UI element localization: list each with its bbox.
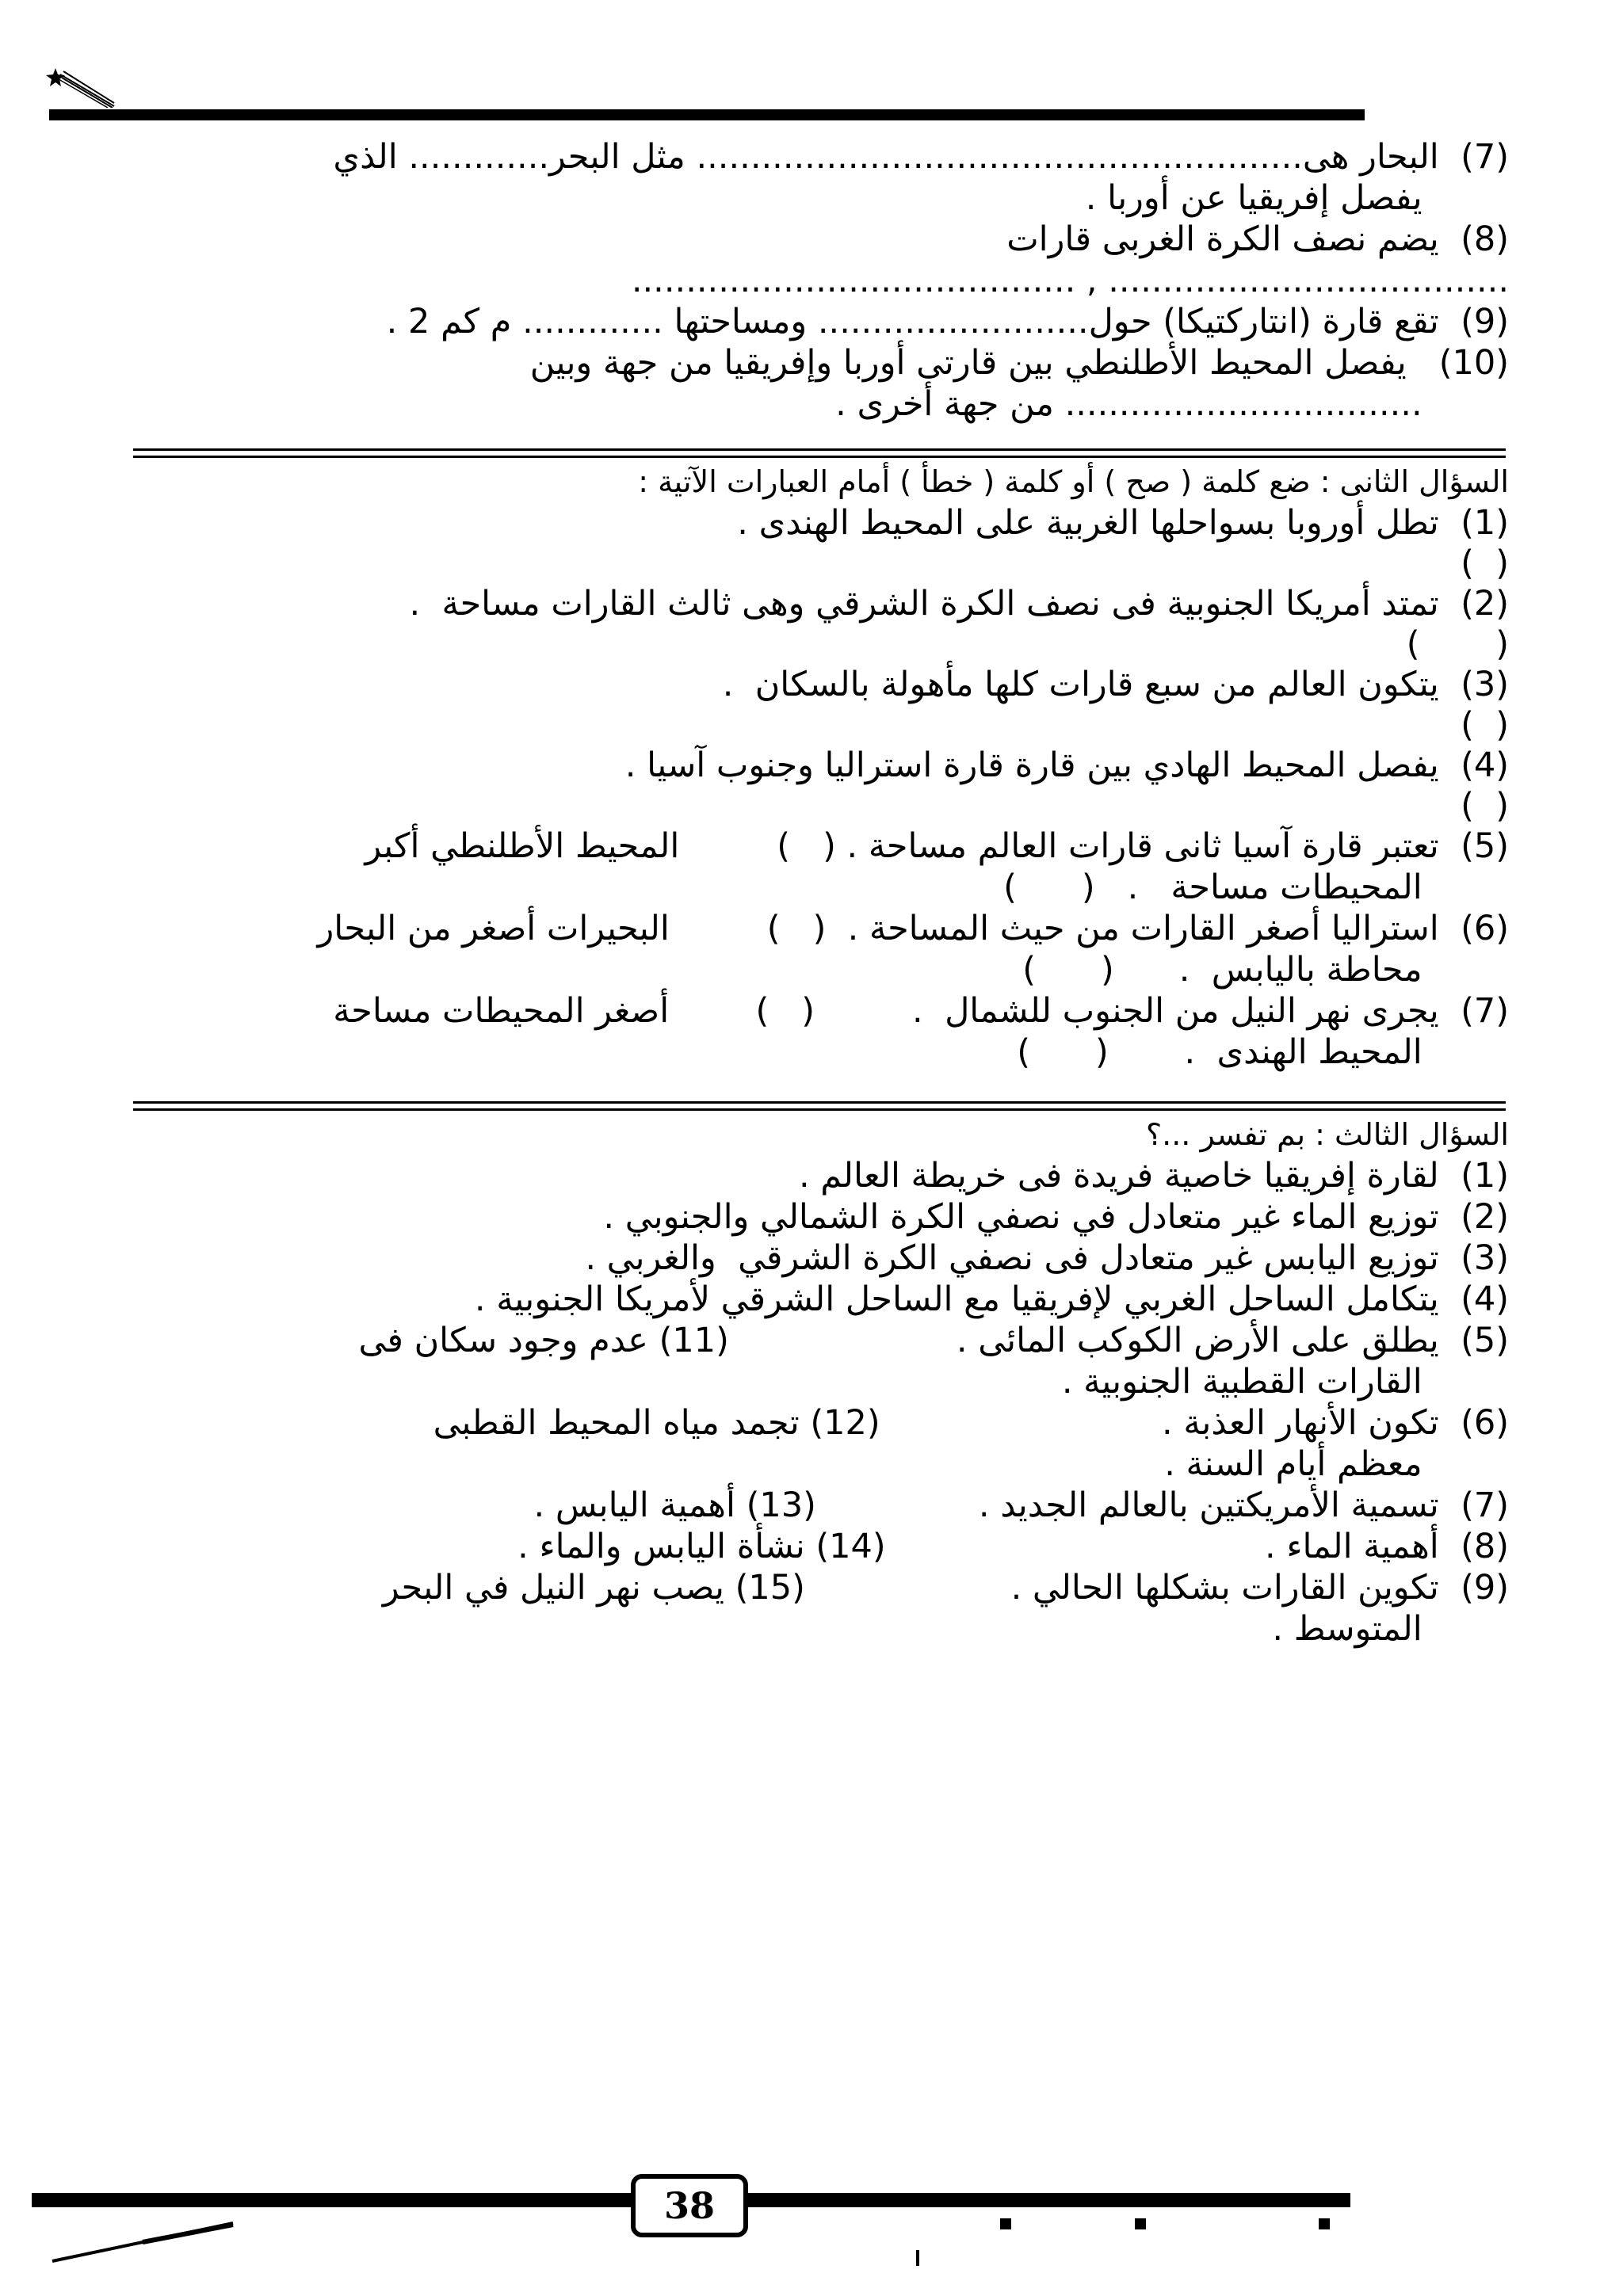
question-line: (1) لقارة إفريقيا خاصية فريدة فى خريطة العالم . <box>798 1156 1509 1196</box>
question-line: (7) يجرى نهر النيل من الجنوب للشمال . ( ) أصغر المحيطات مساحة <box>333 991 1509 1031</box>
question-line: (1) تطل أوروبا بسواحلها الغربية على المحيط الهندى . <box>737 503 1509 543</box>
decorative-dot <box>1319 2218 1330 2229</box>
section-heading: السؤال الثانى : ضع كلمة ( صح ) أو كلمة ( خطأ ) أمام العبارات الآتية : <box>638 464 1509 499</box>
question-line: (4) يفصل المحيط الهادي بين قارة قارة استراليا وجنوب آسيا . <box>624 746 1509 785</box>
answer-parentheses: ( ) <box>1319 624 1509 664</box>
section-3-explain <box>114 1114 1509 1650</box>
question-line: (8) يضم نصف الكرة الغربى قارات <box>1006 219 1509 259</box>
question-line: (5) تعتبر قارة آسيا ثانى قارات العالم مساحة . ( ) المحيط الأطلنطي أكبر <box>365 826 1509 866</box>
answer-parentheses: ( ) <box>1373 786 1509 826</box>
question-line: (3) توزيع اليابس غير متعادل فى نصفي الكرة الشرقي والغربي . <box>585 1238 1509 1278</box>
question-line: (6) استراليا أصغر القارات من حيث المساحة . ( ) البحيرات أصغر من البحار <box>317 909 1509 948</box>
decorative-tick <box>916 2250 919 2266</box>
section-divider <box>133 448 1506 458</box>
question-line: القارات القطبية الجنوبية . <box>1061 1362 1509 1402</box>
top-rule <box>49 109 1365 120</box>
question-line: (7) تسمية الأمريكتين بالعالم الجديد . (13) أهمية اليابس . <box>533 1486 1509 1525</box>
section-heading: السؤال الثالث : بم تفسر ...؟ <box>1145 1117 1509 1152</box>
shooting-star-icon <box>44 63 116 108</box>
question-line: (5) يطلق على الأرض الكوكب المائى . (11) عدم وجود سكان فى <box>358 1321 1509 1360</box>
decorative-slash-icon <box>48 2218 238 2266</box>
question-line: المحيطات مساحة . ( ) <box>1003 868 1509 907</box>
section-divider <box>133 1101 1506 1111</box>
answer-parentheses: ( ) <box>1373 705 1509 745</box>
page-number: 38 <box>631 2174 748 2237</box>
question-line: (2) توزيع الماء غير متعادل في نصفي الكرة الشمالي والجنوبي . <box>603 1197 1509 1237</box>
section-2-true-false <box>114 461 1509 1073</box>
question-line: (8) أهمية الماء . (14) نشأة اليابس والماء . <box>517 1527 1509 1566</box>
question-line: (9) تقع قارة (انتاركتيكا) حول......................... ومساحتها ............. م كم 2 . <box>386 302 1509 341</box>
question-line: (3) يتكون العالم من سبع قارات كلها مأهولة بالسكان . <box>722 665 1509 704</box>
question-line: ................................. من جهة أخرى . <box>835 384 1509 424</box>
question-line: ......................................... , ..................................... <box>544 261 1509 300</box>
question-line: (2) تمتد أمريكا الجنوبية فى نصف الكرة الشرقي وهى ثالث القارات مساحة . <box>409 584 1509 624</box>
question-line: معظم أيام السنة . <box>1164 1444 1509 1484</box>
question-line: (10) يفصل المحيط الأطلنطي بين قارتى أوربا وإفريقيا من جهة وبين <box>529 343 1509 383</box>
question-line: (6) تكون الأنهار العذبة . (12) تجمد مياه المحيط القطبى <box>433 1403 1509 1443</box>
question-line: يفصل إفريقيا عن أوربا . <box>1085 178 1509 218</box>
section-1-questions <box>114 136 1509 425</box>
decorative-dot <box>1135 2218 1146 2229</box>
question-line: (4) يتكامل الساحل الغربي لإفريقيا مع الساحل الشرقي لأمريكا الجنوبية . <box>474 1280 1509 1319</box>
answer-parentheses: ( ) <box>1373 543 1509 583</box>
question-line: (7) البحار هى........................................................ مثل البحر............. الذي <box>333 137 1509 177</box>
question-line: (9) تكوين القارات بشكلها الحالي . (15) يصب نهر النيل في البحر <box>382 1568 1509 1608</box>
decorative-dot <box>1000 2218 1011 2229</box>
question-line: المتوسط . <box>1272 1609 1509 1649</box>
question-line: محاطة باليابس . ( ) <box>1022 950 1509 990</box>
question-line: المحيط الهندى . ( ) <box>1017 1032 1509 1072</box>
